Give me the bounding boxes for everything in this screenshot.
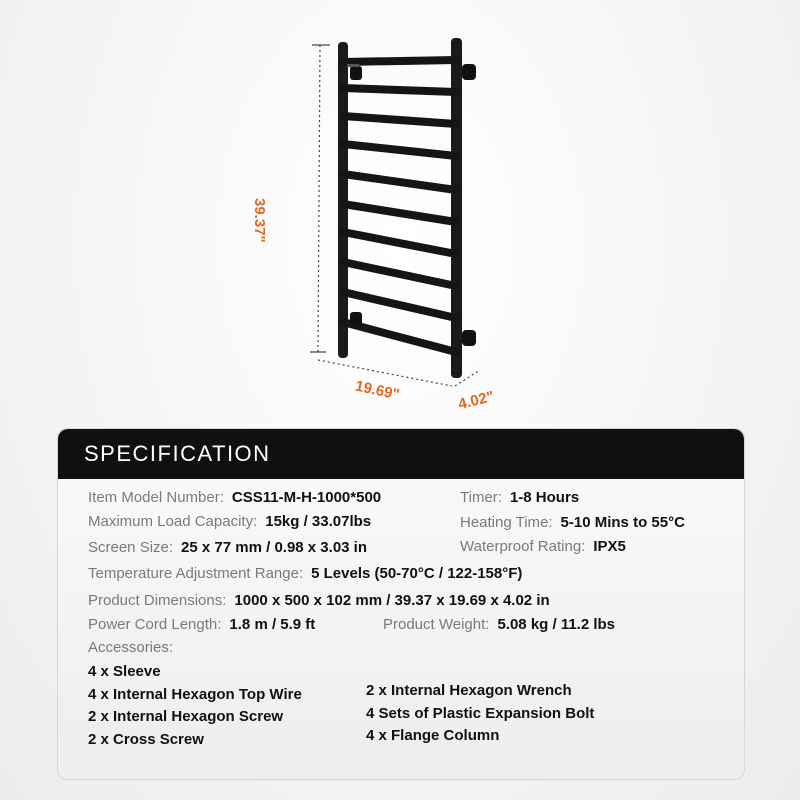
accessory-item: 2 x Internal Hexagon Wrench bbox=[366, 682, 572, 699]
max-load-value: 15kg / 33.07lbs bbox=[265, 513, 372, 530]
accessory-item: 2 x Internal Hexagon Screw bbox=[88, 708, 284, 725]
accessory-item: 4 x Flange Column bbox=[366, 727, 500, 744]
max-load-label: Maximum Load Capacity: bbox=[88, 513, 258, 530]
waterproof-value: IPX5 bbox=[593, 538, 626, 555]
waterproof-label: Waterproof Rating: bbox=[460, 538, 586, 555]
heating-time-value: 5-10 Mins to 55°C bbox=[560, 514, 685, 531]
temp-range-row bbox=[88, 565, 522, 582]
product-weight-row bbox=[383, 616, 615, 633]
specification-panel bbox=[57, 428, 745, 780]
power-cord-label: Power Cord Length: bbox=[88, 616, 222, 633]
temp-range-value: 5 Levels (50-70°C / 122-158°F) bbox=[311, 565, 523, 582]
screen-size-label: Screen Size: bbox=[88, 539, 174, 556]
width-dimension: 19.69" bbox=[353, 377, 401, 404]
item-model-row bbox=[88, 489, 381, 506]
screen-size-value: 25 x 77 mm / 0.98 x 3.03 in bbox=[181, 539, 368, 556]
accessory-item: 2 x Cross Screw bbox=[88, 731, 204, 748]
accessories-row bbox=[88, 639, 173, 656]
power-cord-value: 1.8 m / 5.9 ft bbox=[229, 616, 316, 633]
height-dimension: 39.37" bbox=[251, 198, 268, 243]
timer-label: Timer: bbox=[460, 489, 502, 506]
product-dims-value: 1000 x 500 x 102 mm / 39.37 x 19.69 x 4.02 in bbox=[234, 592, 550, 609]
waterproof-row bbox=[460, 538, 626, 555]
product-weight-value: 5.08 kg / 11.2 lbs bbox=[497, 616, 616, 633]
accessories-label: Accessories: bbox=[88, 639, 174, 656]
product-dims-label: Product Dimensions: bbox=[88, 592, 227, 609]
max-load-row bbox=[88, 513, 371, 530]
temp-range-label: Temperature Adjustment Range: bbox=[88, 565, 304, 582]
product-dims-row bbox=[88, 592, 550, 609]
timer-value: 1-8 Hours bbox=[509, 489, 580, 506]
item-model-label: Item Model Number: bbox=[88, 489, 224, 506]
accessory-item: 4 Sets of Plastic Expansion Bolt bbox=[366, 705, 595, 722]
screen-size-row bbox=[88, 539, 367, 556]
depth-dimension: 4.02" bbox=[456, 387, 496, 414]
accessory-item: 4 x Sleeve bbox=[88, 663, 161, 680]
specification-title: SPECIFICATION bbox=[84, 441, 271, 466]
power-cord-row bbox=[88, 616, 315, 633]
specification-header bbox=[58, 429, 744, 479]
accessory-item: 4 x Internal Hexagon Top Wire bbox=[88, 686, 302, 703]
product-weight-label: Product Weight: bbox=[383, 616, 490, 633]
item-model-value: CSS11-M-H-1000*500 bbox=[231, 489, 382, 506]
timer-row bbox=[460, 489, 579, 506]
heating-time-row bbox=[460, 514, 685, 531]
heating-time-label: Heating Time: bbox=[460, 514, 553, 531]
